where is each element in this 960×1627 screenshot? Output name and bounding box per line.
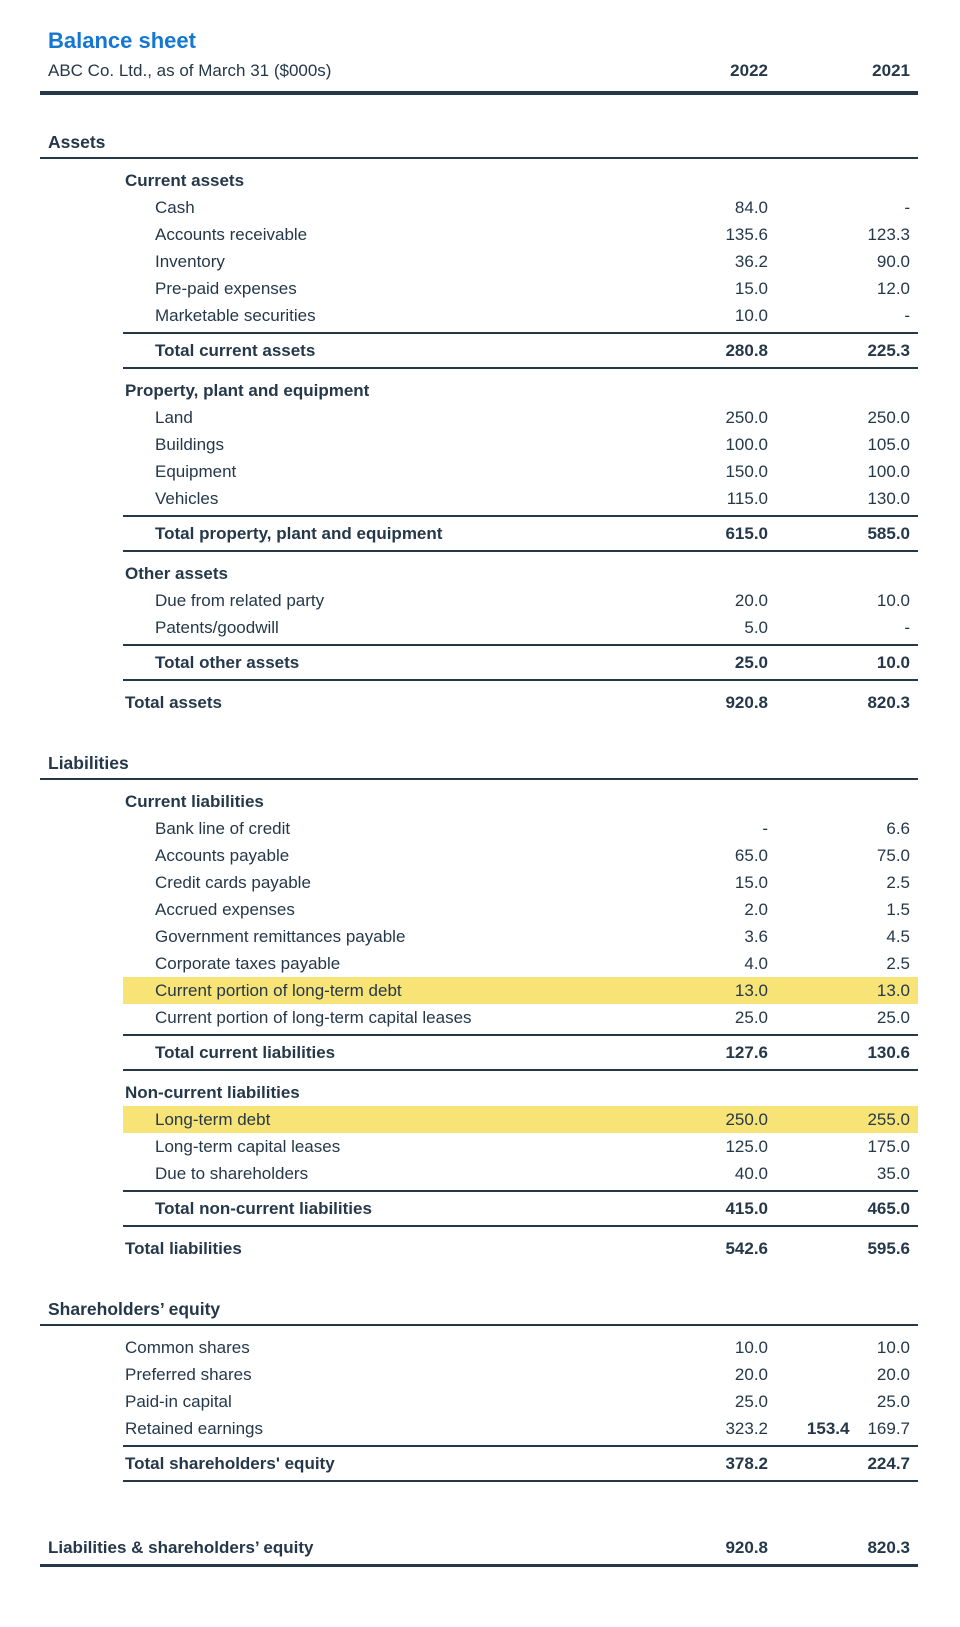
value-2021: 10.0 (876, 653, 910, 672)
value-2021: - (904, 306, 910, 325)
section-heading-liabilities: Liabilities (48, 753, 129, 773)
row-total-liabilities (123, 1235, 918, 1262)
row-label: Land (155, 408, 193, 427)
row-label: Equipment (155, 462, 237, 481)
group-property-plant-equipment (40, 377, 918, 552)
value-2022: 250.0 (725, 408, 768, 427)
value-2022: 115.0 (726, 489, 768, 508)
value-2022: 15.0 (734, 873, 768, 892)
value-2021: 2.5 (886, 954, 910, 973)
value-2021: 224.7 (867, 1454, 910, 1473)
equity-heading-rule (40, 1324, 918, 1326)
value-2021: 225.3 (867, 341, 910, 360)
value-2022: 150.0 (725, 462, 768, 481)
value-2022: 250.0 (725, 1110, 768, 1129)
row-retained-earnings (40, 1415, 918, 1442)
value-2021: 130.6 (867, 1043, 910, 1062)
row-long-term-debt-highlighted (123, 1106, 918, 1133)
total-label: Total liabilities (125, 1239, 242, 1258)
value-2021: 75.0 (876, 846, 910, 865)
row-due-from-related-party (40, 587, 918, 614)
grand-total-label: Liabilities & shareholders’ equity (48, 1538, 314, 1557)
value-2021: 2.5 (886, 873, 910, 892)
col-header-2022: 2022 (730, 61, 768, 80)
value-2021: 130.0 (867, 489, 910, 508)
group-heading-label: Current assets (125, 171, 245, 190)
value-2022: 127.6 (725, 1043, 768, 1062)
value-2022: 10.0 (734, 1338, 768, 1357)
row-label: Due from related party (155, 591, 325, 610)
group-heading-current-assets (40, 167, 918, 194)
value-2021: 100.0 (867, 462, 910, 481)
value-2021: 465.0 (867, 1199, 910, 1218)
value-2022: 65.0 (734, 846, 768, 865)
row-long-term-capital-leases (40, 1133, 918, 1160)
row-buildings (40, 431, 918, 458)
row-liabilities-and-shareholders-equity (40, 1534, 918, 1567)
row-accounts-payable (40, 842, 918, 869)
group-heading-label: Property, plant and equipment (125, 381, 370, 400)
row-total-non-current-liabilities (123, 1195, 918, 1222)
total-label: Total shareholders' equity (125, 1454, 335, 1473)
group-other-assets (40, 560, 918, 681)
page-title: Balance sheet (48, 28, 196, 53)
row-bank-line-of-credit (40, 815, 918, 842)
row-total-ppe (123, 520, 918, 547)
row-label: Government remittances payable (155, 927, 406, 946)
value-2022: 40.0 (734, 1164, 768, 1183)
value-2021-group (768, 1415, 918, 1442)
value-2022: 25.0 (734, 1392, 768, 1411)
row-total-assets (123, 689, 918, 716)
total-ppe-block (123, 515, 918, 552)
value-2021: 585.0 (867, 524, 910, 543)
value-2021: 13.0 (876, 981, 910, 1000)
row-marketable-securities (40, 302, 918, 329)
total-label: Total non-current liabilities (155, 1199, 372, 1218)
row-label: Accounts payable (155, 846, 290, 865)
row-current-portion-long-term-capital-leases (40, 1004, 918, 1031)
value-2021: 820.3 (867, 693, 910, 712)
liabilities-heading-rule (40, 778, 918, 780)
row-label: Pre-paid expenses (155, 279, 297, 298)
row-paid-in-capital (40, 1388, 918, 1415)
value-2022: 4.0 (744, 954, 768, 973)
value-2021: 20.0 (876, 1365, 910, 1384)
value-2021: 6.6 (886, 819, 910, 838)
row-label: Long-term debt (155, 1110, 271, 1129)
value-2022: 20.0 (734, 1365, 768, 1384)
row-label: Vehicles (155, 489, 219, 508)
total-current-assets-block (123, 332, 918, 369)
doc-subheader (40, 57, 918, 85)
group-heading-label: Non-current liabilities (125, 1083, 300, 1102)
total-non-current-liabilities-block (123, 1190, 918, 1227)
value-2021: 12.0 (876, 279, 910, 298)
value-2022: 84.0 (734, 198, 768, 217)
row-total-current-liabilities (123, 1039, 918, 1066)
value-2022: 615.0 (725, 524, 768, 543)
header-rule (40, 91, 918, 95)
value-2021: 1.5 (886, 900, 910, 919)
row-patents-goodwill (40, 614, 918, 641)
value-2022: 36.2 (734, 252, 768, 271)
row-label: Due to shareholders (155, 1164, 309, 1183)
value-2021: 820.3 (867, 1538, 910, 1557)
assets-heading-rule (40, 157, 918, 159)
group-heading-non-current-liabilities (40, 1079, 918, 1106)
value-2022: 3.6 (744, 927, 768, 946)
row-label: Accrued expenses (155, 900, 295, 919)
row-label: Marketable securities (155, 306, 316, 325)
group-heading-ppe (40, 377, 918, 404)
row-inventory (40, 248, 918, 275)
row-corporate-taxes-payable (40, 950, 918, 977)
row-label: Cash (155, 198, 195, 217)
row-label: Current portion of long-term debt (155, 981, 402, 1000)
row-total-other-assets (123, 649, 918, 676)
value-2021: 123.3 (867, 225, 910, 244)
value-2022: 920.8 (725, 1538, 768, 1557)
total-label: Total other assets (155, 653, 300, 672)
section-heading-shareholders-equity: Shareholders’ equity (48, 1299, 221, 1319)
row-preferred-shares (40, 1361, 918, 1388)
total-label: Total current liabilities (155, 1043, 336, 1062)
value-2022: 13.0 (734, 981, 768, 1000)
value-2021: - (904, 618, 910, 637)
value-2022: 542.6 (725, 1239, 768, 1258)
total-label: Total current assets (155, 341, 316, 360)
value-2022: 125.0 (725, 1137, 768, 1156)
total-other-assets-block (123, 644, 918, 681)
row-label: Retained earnings (125, 1419, 263, 1438)
total-shareholders-equity-block (123, 1445, 918, 1482)
row-cash (40, 194, 918, 221)
section-heading-assets: Assets (48, 132, 106, 152)
group-heading-label: Other assets (125, 564, 228, 583)
value-2021: 10.0 (876, 591, 910, 610)
value-2022: 15.0 (734, 279, 768, 298)
col-header-2021: 2021 (872, 61, 910, 80)
value-2022: 10.0 (734, 306, 768, 325)
value-2021: 35.0 (876, 1164, 910, 1183)
value-2021: 90.0 (876, 252, 910, 271)
value-2022: 323.2 (725, 1419, 768, 1438)
row-accrued-expenses (40, 896, 918, 923)
value-2021: 105.0 (867, 435, 910, 454)
value-2021: 255.0 (867, 1110, 910, 1129)
value-2022: 100.0 (725, 435, 768, 454)
value-2021: 250.0 (867, 408, 910, 427)
value-2022: 415.0 (725, 1199, 768, 1218)
value-2022: 280.8 (725, 341, 768, 360)
row-label: Current portion of long-term capital leases (155, 1008, 472, 1027)
group-heading-current-liabilities (40, 788, 918, 815)
value-2021: 175.0 (867, 1137, 910, 1156)
group-current-assets (40, 167, 918, 369)
group-heading-other-assets (40, 560, 918, 587)
total-current-liabilities-block (123, 1034, 918, 1071)
row-total-shareholders-equity (123, 1450, 918, 1477)
value-2021: 25.0 (876, 1008, 910, 1027)
value-2022: 920.8 (725, 693, 768, 712)
doc-subtitle: ABC Co. Ltd., as of March 31 ($000s) (48, 61, 332, 80)
value-2022: 25.0 (734, 1008, 768, 1027)
row-label: Preferred shares (125, 1365, 252, 1384)
value-2022: 2.0 (744, 900, 768, 919)
value-2021: 169.7 (867, 1419, 910, 1438)
row-label: Common shares (125, 1338, 250, 1357)
value-2022: 378.2 (725, 1454, 768, 1473)
group-heading-label: Current liabilities (125, 792, 264, 811)
row-label: Paid-in capital (125, 1392, 232, 1411)
group-current-liabilities (40, 788, 918, 1071)
total-label: Total assets (125, 693, 223, 712)
total-label: Total property, plant and equipment (155, 524, 443, 543)
value-2022: 135.6 (725, 225, 768, 244)
value-2022: 5.0 (744, 618, 768, 637)
row-label: Long-term capital leases (155, 1137, 341, 1156)
row-due-to-shareholders (40, 1160, 918, 1187)
row-label: Buildings (155, 435, 224, 454)
row-label: Corporate taxes payable (155, 954, 341, 973)
row-current-portion-long-term-debt-highlighted (123, 977, 918, 1004)
row-total-current-assets (123, 337, 918, 364)
row-label: Patents/goodwill (155, 618, 279, 637)
row-label: Accounts receivable (155, 225, 308, 244)
value-2021: 25.0 (876, 1392, 910, 1411)
row-accounts-receivable (40, 221, 918, 248)
row-label: Credit cards payable (155, 873, 311, 892)
value-2022: 25.0 (734, 653, 768, 672)
value-2021: - (904, 198, 910, 217)
row-equipment (40, 458, 918, 485)
value-2021-bold-overlay: 153.4 (806, 1419, 850, 1438)
value-2021: 10.0 (876, 1338, 910, 1357)
row-vehicles (40, 485, 918, 512)
group-shareholders-equity (40, 1334, 918, 1482)
value-2022: 20.0 (734, 591, 768, 610)
row-common-shares (40, 1334, 918, 1361)
row-land (40, 404, 918, 431)
value-2021: 595.6 (867, 1239, 910, 1258)
row-label: Inventory (155, 252, 225, 271)
row-credit-cards-payable (40, 869, 918, 896)
row-label: Bank line of credit (155, 819, 291, 838)
value-2022: - (762, 819, 768, 838)
group-non-current-liabilities (40, 1079, 918, 1227)
balance-sheet-document (40, 27, 918, 1567)
row-prepaid-expenses (40, 275, 918, 302)
value-2021: 4.5 (886, 927, 910, 946)
row-government-remittances-payable (40, 923, 918, 950)
